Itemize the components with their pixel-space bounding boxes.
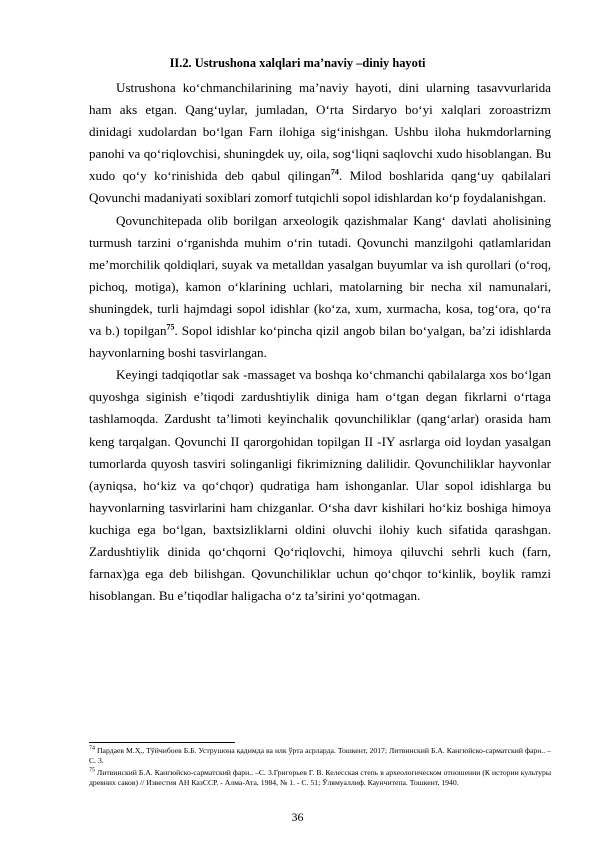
paragraph-3: Keyingi tadqiqotlar sak -massaget va boshqa ko‘chmanchi qabilalarga xos bo‘lgan quyoshga siginish e’tiqodi zardushtiylik diniga ham o‘tgan degan fikrlarni o‘rtaga tashlamoqda. Zardusht ta’limoti keyinchalik qovunchiliklar (qang‘arlar) orasida ham keng tarqalgan. Qovunchi II qarorgohidan topilgan II -IY asrlarga oid loydan yasalgan tumorlarda quyosh tasviri solinganligi fikrimizning dalilidir. Qovunchiliklar hayvonlar (ayniqsa, ho‘kiz va qo‘chqor) qudratiga ham ishonganlar. Ular sopol idishlarga bu hayvonlarning tasvirlarini ham chizganlar. O‘sha davr kishilari ho‘kiz boshiga himoya kuchiga ega bo‘lgan, baxtsizliklarni oldini oluvchi ilohiy kuch sifatida qarashgan. Zardushtiylik dinida qo‘chqorni Qo‘riqlovchi, himoya qiluvchi sehrli kuch (farn, farnax)ga ega deb bilishgan. Qovunchiliklar uchun qo‘chqor to‘kinlik, boylik ramzi hisoblangan. Bu e’tiqodlar haligacha o‘z ta’sirini yo‘qotmagan. — [89, 367, 551, 604]
section-heading: II.2. Ustrushona xalqlari ma’naviy –diniy hayoti — [169, 56, 426, 70]
paragraph-2 — [89, 210, 551, 365]
footnote-ref-74[interactable]: 74 — [330, 168, 339, 178]
footnote-75 — [89, 768, 551, 788]
paragraph-2-text-b: . Sopol idishlar ko‘pincha qizil angob bilan bo‘yalgan, ba’zi idishlarda hayvonlarning boshi tasvirlangan. — [89, 323, 552, 361]
paragraph-2-text-a: Qovunchitepada olib borilgan arxeologik qazishmalar Kang‘ davlati aholisining turmush tarzini o‘rganishda muhim o‘rin tutadi. Qovunchi manzilgohi qatlamlaridan me’morchilik qoldiqlari, suyak va metalldan yasalgan buyumlar va ish qurollari (o‘roq, pichoq, motiga), kamon o‘klarining uchlari, matolarning bir necha xil namunalari, shuningdek, turli hajmdagi sopol idishlar (ko‘za, xum, xurmacha, kosa, tog‘ora, qo‘ra va b.) topilgan — [89, 212, 551, 339]
footnote-mark-75: 75 — [89, 767, 95, 774]
body-text — [89, 77, 551, 607]
page-number: 36 — [291, 810, 304, 824]
footnote-74 — [89, 746, 551, 766]
footnote-74-text: Пардаев М.Ҳ., Тўйчибоев Б.Б. Уструшона қадимда ва илк ўрта асрларда. Тошкент, 2017; Литвинский Б.А. Кангюйско-сарматский фарн.. –С. 3. — [89, 746, 551, 766]
footnote-ref-75[interactable]: 75 — [166, 322, 175, 332]
paragraph-1-text-a: Ustrushona ko‘chmanchilarining ma’naviy hayoti, dini ularning tasavvurlarida ham aks etgan. Qang‘uylar, jumladan, O‘rta Sirdaryo bo‘yi xalqlari zoroastrizm dinidagi xudolardan bo‘lgan Farn ilohiga sig‘inishgan. Ushbu iloha hukmdorlarning panohi va qo‘riqlovchisi, shuningdek uy, oila, sog‘liqni saqlovchi xudo hisoblangan. Bu xudo qo‘y ko‘rinishida deb qabul qilingan — [89, 80, 551, 184]
footnote-75-text: Литвинский Б.А. Кангюйско-сарматский фарн.. –С. 3.Григорьев Г. В. Келесская степь в археологическом отношении (К истории культуры древних саков) // Известия АН КазССР. - Алма-Ата, 1984, № 1. - С. 51; Ўлямуаллиф. Каунчитепа. Тошкент, 1940. — [89, 768, 551, 788]
footnote-separator — [89, 742, 235, 743]
paragraph-1-text-b: . Milod boshlarida qang‘uy qabilalari Qovunchi madaniyati soxiblari zomorf tutqichli sopol idishlardan ko‘p foydalanishgan. — [89, 168, 551, 206]
footnote-mark-74: 74 — [89, 745, 95, 752]
paragraph-1 — [89, 77, 551, 210]
